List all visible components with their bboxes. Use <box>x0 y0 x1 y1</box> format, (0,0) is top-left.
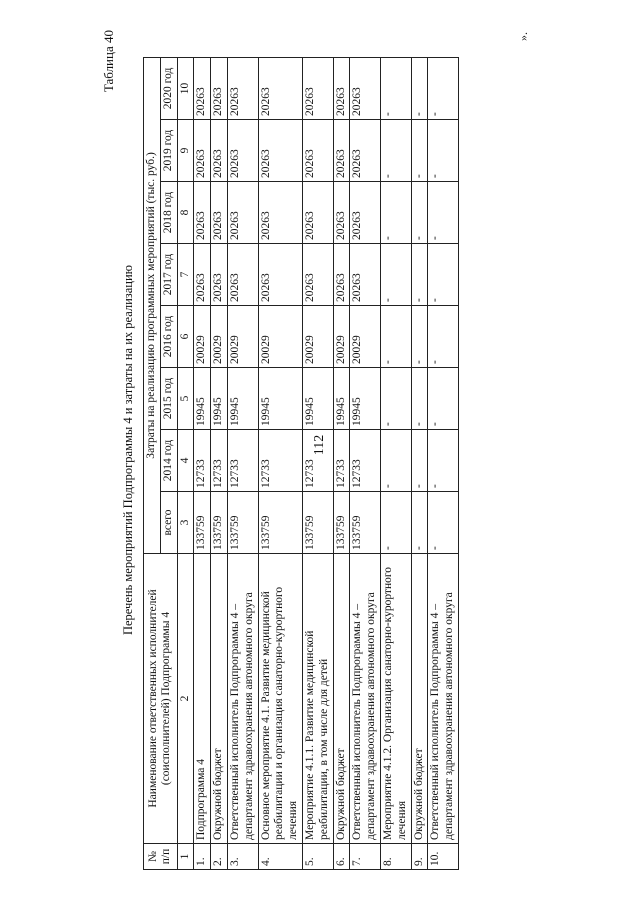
table-row <box>350 57 381 869</box>
row-number-cell: 3. <box>227 844 258 870</box>
col-number: 3 <box>177 492 194 554</box>
value-cell: 133759 <box>211 492 228 554</box>
col-number: 1 <box>177 844 194 870</box>
value-cell: 19945 <box>350 368 381 430</box>
col-number: 10 <box>177 57 194 119</box>
value-cell: 20029 <box>333 306 350 368</box>
table-row <box>227 57 258 869</box>
value-cell: 20263 <box>258 120 302 182</box>
value-cell: 20263 <box>350 120 381 182</box>
value-cell: - <box>411 492 428 554</box>
value-cell: - <box>411 306 428 368</box>
header-year: 2015 год <box>160 368 177 430</box>
header-year: 2019 год <box>160 120 177 182</box>
value-cell: 12733 <box>227 430 258 492</box>
header-total: всего <box>160 492 177 554</box>
row-number-cell: 7. <box>350 844 381 870</box>
value-cell: 20029 <box>194 306 211 368</box>
table-row <box>194 57 211 869</box>
row-name-cell: Ответственный исполнитель Подпрограммы 4 – департамент здравоохранения автономного округа <box>428 554 459 844</box>
table-row <box>411 57 428 869</box>
col-number: 9 <box>177 120 194 182</box>
header-name: Наименование ответственных исполнителей (соисполнителей) Подпрограммы 4 <box>144 554 178 844</box>
row-name-cell: Ответственный исполнитель Подпрограммы 4 – департамент здравоохранения автономного округа <box>350 554 381 844</box>
value-cell: 133759 <box>194 492 211 554</box>
row-name-cell: Основное мероприятие 4.1. Развитие медицинской реабилитации и организация санаторно-курортного лечения <box>258 554 302 844</box>
page-number: 112 <box>312 434 327 456</box>
col-number: 4 <box>177 430 194 492</box>
value-cell: - <box>428 182 459 244</box>
value-cell: 12733 <box>302 430 333 492</box>
value-cell: 20263 <box>333 120 350 182</box>
col-number: 6 <box>177 306 194 368</box>
header-year: 2018 год <box>160 182 177 244</box>
value-cell: 20263 <box>211 57 228 119</box>
value-cell: 20263 <box>350 57 381 119</box>
header-year: 2016 год <box>160 306 177 368</box>
value-cell: 19945 <box>211 368 228 430</box>
row-number-cell: 4. <box>258 844 302 870</box>
value-cell: 19945 <box>258 368 302 430</box>
value-cell: 20263 <box>258 182 302 244</box>
value-cell: - <box>428 368 459 430</box>
value-cell: 19945 <box>227 368 258 430</box>
value-cell: 20263 <box>302 120 333 182</box>
value-cell: - <box>380 244 411 306</box>
row-number-cell: 8. <box>380 844 411 870</box>
value-cell: 12733 <box>333 430 350 492</box>
value-cell: - <box>380 306 411 368</box>
value-cell: 20263 <box>258 57 302 119</box>
header-year: 2020 год <box>160 57 177 119</box>
table-body <box>194 57 459 869</box>
value-cell: 20263 <box>302 244 333 306</box>
value-cell: - <box>411 57 428 119</box>
value-cell: 133759 <box>258 492 302 554</box>
value-cell: 20263 <box>227 120 258 182</box>
header-costs-group: Затраты на реализацию программных мероприятий (тыс. руб.) <box>144 57 161 553</box>
value-cell: 20263 <box>227 57 258 119</box>
value-cell: - <box>380 492 411 554</box>
value-cell: 12733 <box>258 430 302 492</box>
value-cell: 12733 <box>350 430 381 492</box>
costs-table <box>143 57 459 870</box>
value-cell: - <box>428 244 459 306</box>
row-name-cell: Мероприятие 4.1.1. Развитие медицинской реабилитации, в том числе для детей <box>302 554 333 844</box>
row-name-cell: Окружной бюджет <box>333 554 350 844</box>
col-number: 7 <box>177 244 194 306</box>
table-label: Таблица 40 <box>101 30 116 93</box>
value-cell: 20029 <box>258 306 302 368</box>
value-cell: 20029 <box>350 306 381 368</box>
col-number: 8 <box>177 182 194 244</box>
row-number-cell: 6. <box>333 844 350 870</box>
value-cell: 20263 <box>194 120 211 182</box>
value-cell: - <box>380 120 411 182</box>
value-cell: 20263 <box>194 57 211 119</box>
closing-quote: ». <box>516 32 530 41</box>
value-cell: 19945 <box>302 368 333 430</box>
value-cell: 20263 <box>333 244 350 306</box>
document-title: Перечень мероприятий Подпрограммы 4 и затраты на их реализацию <box>121 264 135 636</box>
value-cell: - <box>411 182 428 244</box>
value-cell: 20263 <box>211 244 228 306</box>
value-cell: 20029 <box>211 306 228 368</box>
value-cell: - <box>428 306 459 368</box>
header-number: № п/п <box>144 844 178 870</box>
column-numbers-row <box>177 57 194 869</box>
value-cell: 20263 <box>350 182 381 244</box>
value-cell: 20263 <box>350 244 381 306</box>
value-cell: 12733 <box>211 430 228 492</box>
table-row <box>333 57 350 869</box>
value-cell: - <box>411 430 428 492</box>
row-name-cell: Окружной бюджет <box>211 554 228 844</box>
value-cell: - <box>380 430 411 492</box>
row-name-cell: Мероприятие 4.1.2. Организация санаторно-курортного лечения <box>380 554 411 844</box>
row-name-cell: Подпрограмма 4 <box>194 554 211 844</box>
row-number-cell: 2. <box>211 844 228 870</box>
value-cell: 133759 <box>302 492 333 554</box>
value-cell: - <box>411 120 428 182</box>
value-cell: 20263 <box>227 182 258 244</box>
table-row <box>211 57 228 869</box>
rotated-content <box>95 30 535 870</box>
table-row <box>302 57 333 869</box>
value-cell: 20263 <box>194 182 211 244</box>
value-cell: 20263 <box>227 244 258 306</box>
value-cell: 19945 <box>333 368 350 430</box>
header-year: 2014 год <box>160 430 177 492</box>
value-cell: - <box>411 368 428 430</box>
row-name-cell: Окружной бюджет <box>411 554 428 844</box>
value-cell: 133759 <box>227 492 258 554</box>
value-cell: 20263 <box>258 244 302 306</box>
value-cell: 20263 <box>333 57 350 119</box>
value-cell: 20029 <box>227 306 258 368</box>
value-cell: 133759 <box>350 492 381 554</box>
value-cell: 20263 <box>211 120 228 182</box>
value-cell: - <box>380 182 411 244</box>
value-cell: 20263 <box>333 182 350 244</box>
table-row <box>258 57 302 869</box>
row-number-cell: 9. <box>411 844 428 870</box>
col-number: 5 <box>177 368 194 430</box>
value-cell: 20263 <box>194 244 211 306</box>
row-number-cell: 10. <box>428 844 459 870</box>
row-number-cell: 1. <box>194 844 211 870</box>
value-cell: - <box>411 244 428 306</box>
value-cell: 19945 <box>194 368 211 430</box>
table-row <box>380 57 411 869</box>
value-cell: 133759 <box>333 492 350 554</box>
table-row <box>428 57 459 869</box>
header-year: 2017 год <box>160 244 177 306</box>
value-cell: - <box>428 430 459 492</box>
col-number: 2 <box>177 554 194 844</box>
value-cell: 20263 <box>211 182 228 244</box>
value-cell: - <box>428 57 459 119</box>
value-cell: 12733 <box>194 430 211 492</box>
row-name-cell: Ответственный исполнитель Подпрограммы 4 – департамент здравоохранения автономного округа <box>227 554 258 844</box>
value-cell: 20029 <box>302 306 333 368</box>
value-cell: - <box>428 120 459 182</box>
value-cell: - <box>428 492 459 554</box>
value-cell: 20263 <box>302 57 333 119</box>
value-cell: 20263 <box>302 182 333 244</box>
value-cell: - <box>380 368 411 430</box>
value-cell: - <box>380 57 411 119</box>
row-number-cell: 5. <box>302 844 333 870</box>
